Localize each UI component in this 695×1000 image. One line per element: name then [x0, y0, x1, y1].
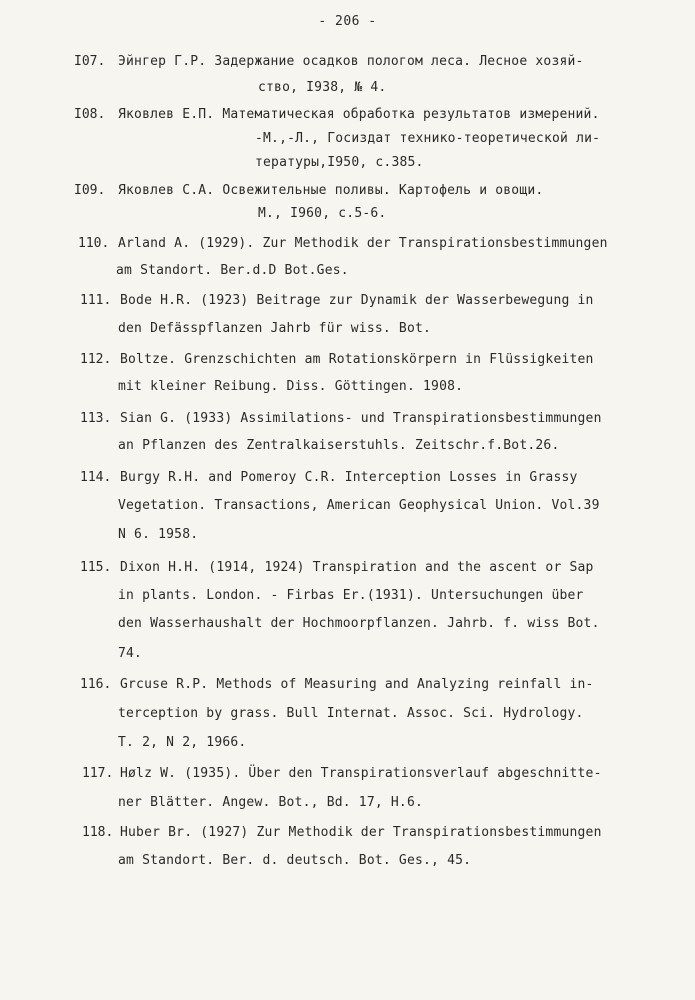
entry-line: ner Blätter. Angew. Bot., Bd. 17, H.6.	[118, 795, 424, 810]
entry-line: den Wasserhaushalt der Hochmoorpflanzen. Jahrb. f. wiss Bot.	[118, 616, 600, 631]
entry-number: 110.	[78, 236, 110, 251]
entry-line: Arland A. (1929). Zur Methodik der Transpirationsbestimmungen	[118, 236, 608, 251]
entry-line: in plants. London. - Firbas Er.(1931). Untersuchungen über	[118, 588, 584, 603]
entry-line: Dixon H.H. (1914, 1924) Transpiration and the ascent or Sap	[120, 560, 594, 575]
entry-line: Vegetation. Transactions, American Geophysical Union. Vol.39	[118, 498, 600, 513]
entry-line: Bode H.R. (1923) Beitrage zur Dynamik der Wasserbewegung in	[120, 293, 594, 308]
entry-line: N 6. 1958.	[118, 527, 199, 542]
entry-number: 114.	[80, 470, 112, 485]
entry-number: I07.	[74, 54, 106, 69]
entry-line: den Defässpflanzen Jahrb für wiss. Bot.	[118, 321, 432, 336]
entry-number: 111.	[80, 293, 112, 308]
entry-line: Boltze. Grenzschichten am Rotationskörpern in Flüssigkeiten	[120, 352, 594, 367]
entry-line: Burgy R.H. and Pomeroy C.R. Interception Losses in Grassy	[120, 470, 578, 485]
entry-line: 74.	[118, 646, 143, 661]
entry-line: Huber Br. (1927) Zur Methodik der Transpirationsbestimmungen	[120, 825, 602, 840]
entry-line: terception by grass. Bull Internat. Assoc. Sci. Hydrology.	[118, 706, 584, 721]
entry-line: mit kleiner Reibung. Diss. Göttingen. 1908.	[118, 379, 464, 394]
entry-number: 118.	[82, 825, 114, 840]
entry-line: тературы,I950, с.385.	[255, 155, 424, 170]
entry-number: 115.	[80, 560, 112, 575]
entry-line: ство, I938, № 4.	[258, 80, 387, 95]
entry-line: an Pflanzen des Zentralkaiserstuhls. Zeitschr.f.Bot.26.	[118, 438, 560, 453]
entry-line: Эйнгер Г.Р. Задержание осадков пологом леса. Лесное хозяй-	[118, 54, 584, 69]
entry-line: Яковлев С.А. Освежительные поливы. Картофель и овощи.	[118, 183, 544, 198]
entry-line: am Standort. Ber.d.D Bot.Ges.	[116, 263, 349, 278]
entry-line: Grcuse R.P. Methods of Measuring and Analyzing reinfall in-	[120, 677, 594, 692]
entry-number: 117.	[82, 766, 114, 781]
entry-line: am Standort. Ber. d. deutsch. Bot. Ges., 45.	[118, 853, 472, 868]
entry-number: 113.	[80, 411, 112, 426]
entry-line: Sian G. (1933) Assimilations- und Transpirationsbestimmungen	[120, 411, 602, 426]
entry-number: 116.	[80, 677, 112, 692]
page-number: - 206 -	[318, 14, 377, 29]
entry-number: I09.	[74, 183, 106, 198]
entry-line: -М.,-Л., Госиздат технико-теоретической ли-	[255, 131, 601, 146]
entry-number: I08.	[74, 107, 106, 122]
entry-line: Яковлев Е.П. Математическая обработка результатов измерений.	[118, 107, 600, 122]
entry-number: 112.	[80, 352, 112, 367]
entry-line: М., I960, с.5-6.	[258, 206, 387, 221]
entry-line: Hølz W. (1935). Über den Transpirationsverlauf abgeschnitte-	[120, 766, 602, 781]
entry-line: T. 2, N 2, 1966.	[118, 735, 247, 750]
